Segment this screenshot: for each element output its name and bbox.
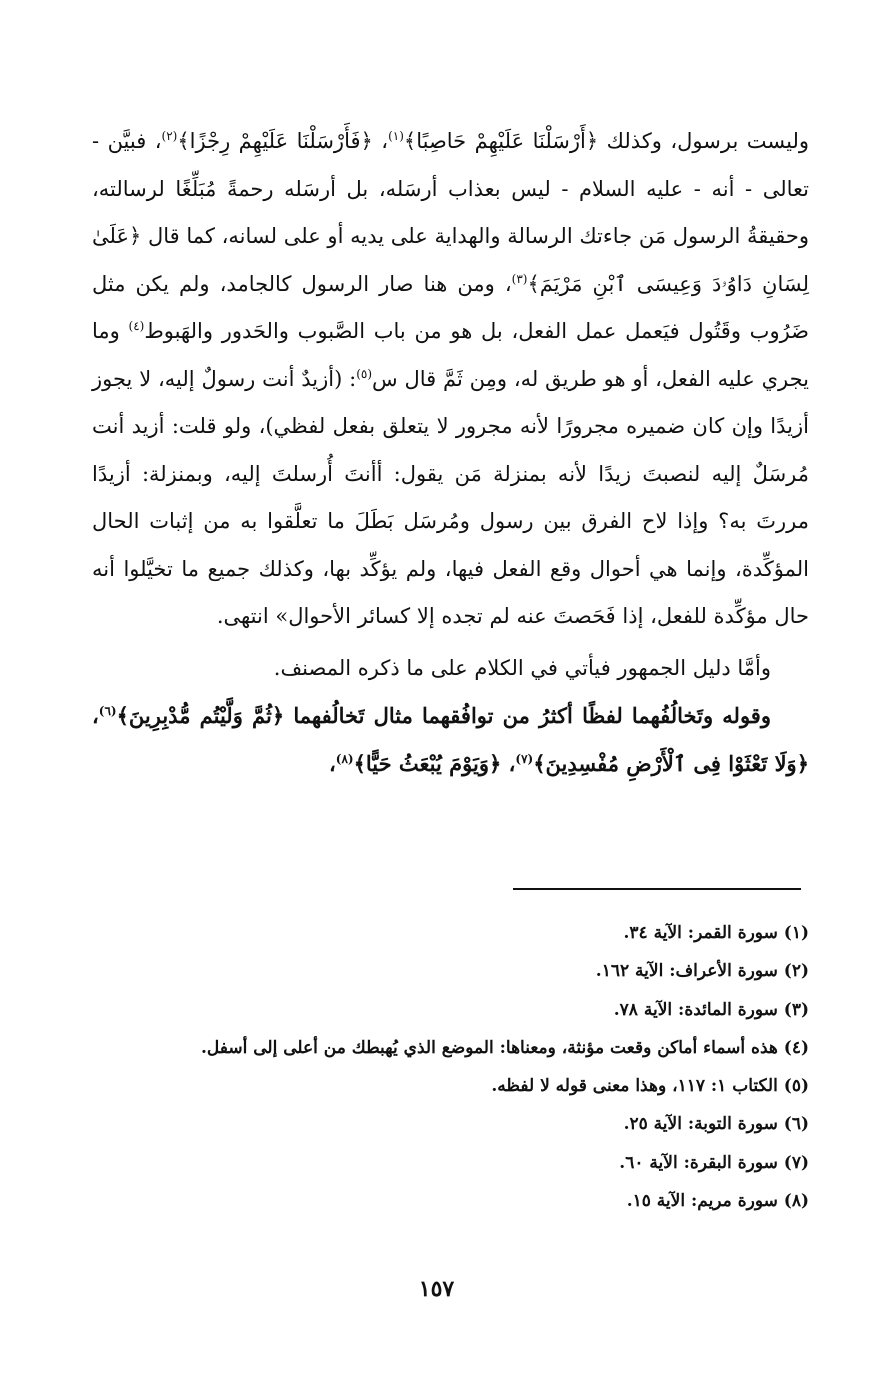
quran-quote: ﴿فَأَرْسَلْنَا عَلَيْهِمْ رِجْزًا﴾	[177, 129, 373, 153]
text-run: وليست برسول، وكذلك	[598, 129, 809, 153]
text-run: ، فبيَّن - تعالى - أنه - عليه السلام - ليس بعذاب أرسَله، بل أرسَله رحمةً مُبَلِّغًا لرسالته، وحقيقةُ الرسول مَن جاءتك الرسالة والهداية على يديه أو على لسانه، كما قال	[92, 129, 809, 248]
text-run: ،	[328, 750, 336, 776]
footnote-4: (٤) هذه أسماء أماكن وقعت مؤنثة، ومعناها: الموضع الذي يُهبطك من أعلى إلى أسفل.	[200, 1037, 809, 1058]
footnote-6: (٦) سورة التوبة: الآية ٢٥.	[623, 1114, 809, 1135]
footnote-separator	[513, 888, 801, 890]
footnote-7: (٧) سورة البقرة: الآية ٦٠.	[619, 1152, 809, 1173]
quran-quote: ﴿وَلَا تَعْثَوْا فِى ٱلْأَرْضِ مُفْسِدِينَ﴾	[533, 750, 809, 776]
quran-quote: ﴿وَيَوْمَ يُبْعَثُ حَيًّا﴾	[353, 750, 502, 776]
paragraph-1	[92, 118, 809, 641]
footnote-ref[interactable]: (٦)	[98, 704, 117, 718]
text-run: : (أزيدٌ أنت رسولٌ إليه، لا يجوز أزيدًا وإن كان ضميره مجرورًا لأنه مجرور لا يتعلق بفعل لفظي)، ولو قلت: أزيد أنت مُرسَلٌ إليه لنصبتَ زيدًا لأنه بمنزلة مَن يقول: أأنتَ أُرسلتَ إليه، وبمنزلة: أزيدًا مررتَ به؟ وإذا لاح الفرق بين رسول ومُرسَل بَطَلَ ما تعلَّقوا به من إثبات الحال المؤكِّدة، وإنما هي أحوال وقع الفعل فيها، ولم يؤكِّد بها، وكذلك جميع ما تخيَّلوا أنه حال مؤكِّدة للفعل، إذا فَحَصتَ عنه لم تجده إلا كسائر الأحوال» انتهى.	[92, 366, 809, 628]
main-text	[92, 118, 809, 787]
quran-quote: ﴿أَرْسَلْنَا عَلَيْهِمْ حَاصِبًا﴾	[403, 129, 599, 153]
text-run: ،	[372, 129, 389, 153]
footnote-ref[interactable]: (٧)	[515, 751, 534, 766]
text-run: ، ومن هنا صار الرسول كالجامد، ولم يكن مثل ضَرُوب وقَتُول فيَعمل عمل الفعل، بل هو من باب الصَّبوب والحَدور والهَبوط	[92, 271, 810, 343]
quran-quote: ﴿ثُمَّ وَلَّيْتُم مُّدْبِرِينَ﴾	[116, 703, 285, 728]
text-run: وما يجري عليه الفعل، أو هو طريق له، ومِن ثَمَّ قال س	[92, 319, 809, 391]
footnote-ref[interactable]: (١)	[388, 129, 404, 143]
footnote-ref[interactable]: (٣)	[511, 271, 528, 286]
text-run: ،	[501, 750, 516, 776]
footnote-ref[interactable]: (٨)	[335, 751, 354, 766]
footnote-ref[interactable]: (٥)	[356, 366, 373, 381]
paragraph-3	[92, 692, 809, 787]
text-run: وقوله وتَخالُفُهما لفظًا أكثرُ من توافُقهما مثال تَخالُفهما	[284, 703, 771, 728]
footnote-8: (٨) سورة مريم: الآية ١٥.	[626, 1191, 809, 1212]
text-run: ،	[92, 703, 99, 728]
quran-quote: ﴿عَلَىٰ لِسَانِ دَاوُۥدَ وَعِيسَى ٱبْنِ مَرْيَمَ﴾	[92, 224, 809, 296]
paragraph-2: وأمَّا دليل الجمهور فيأتي في الكلام على ما ذكره المصنف.	[273, 655, 771, 680]
footnote-ref[interactable]: (٤)	[128, 319, 145, 333]
footnote-2: (٢) سورة الأعراف: الآية ١٦٢.	[595, 961, 809, 982]
footnote-1: (١) سورة القمر: الآية ٣٤.	[623, 923, 809, 943]
footnotes	[92, 914, 809, 1220]
page-number: ١٥٧	[418, 1276, 455, 1302]
footnote-ref[interactable]: (٢)	[161, 129, 178, 143]
footnote-3: (٣) سورة المائدة: الآية ٧٨.	[613, 999, 809, 1020]
footnote-5: (٥) الكتاب ١: ١١٧، وهذا معنى قوله لا لفظه.	[491, 1076, 809, 1097]
